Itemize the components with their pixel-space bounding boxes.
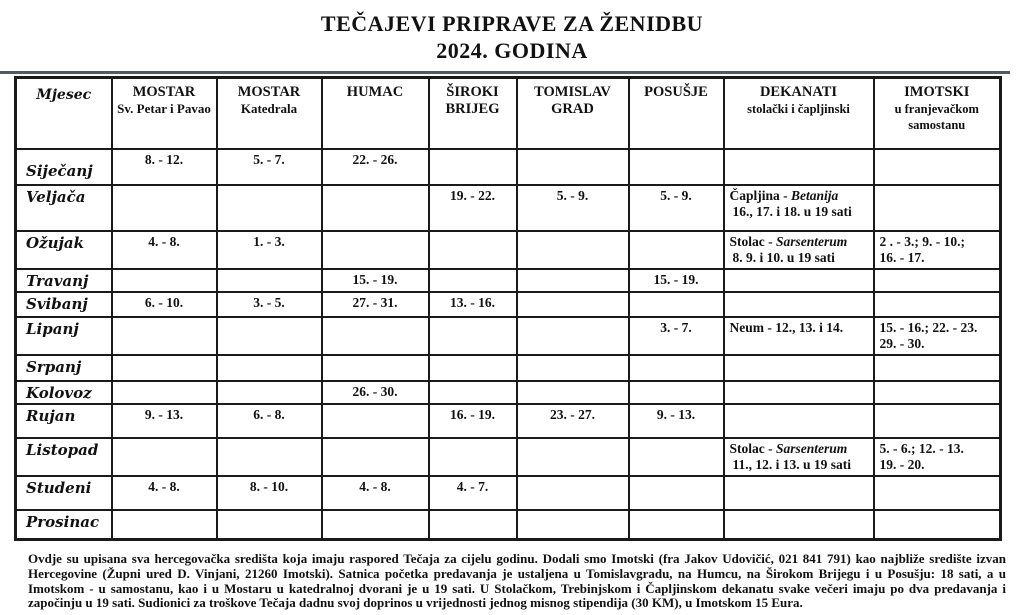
empty-cell <box>629 355 724 381</box>
empty-cell <box>874 355 1001 381</box>
note-place-name: Sarsenterum <box>776 233 848 249</box>
empty-cell <box>724 510 874 540</box>
column-title: MOSTAR <box>237 84 301 100</box>
table-row <box>16 381 1001 404</box>
empty-cell <box>429 355 517 381</box>
column-subtitle: Katedrala <box>240 101 298 116</box>
empty-cell <box>217 269 322 292</box>
empty-cell <box>429 438 517 476</box>
empty-cell <box>322 355 429 381</box>
schedule-date-cell: 22. - 26. <box>322 149 429 185</box>
schedule-date-cell: 19. - 22. <box>429 185 517 231</box>
empty-cell <box>724 381 874 404</box>
empty-cell <box>874 185 1001 231</box>
table-row <box>16 476 1001 510</box>
month-cell <box>16 404 112 438</box>
empty-cell <box>217 510 322 540</box>
empty-cell <box>217 355 322 381</box>
schedule-date-cell: 1. - 3. <box>217 231 322 269</box>
note-time: 11., 12. i 13. u 19 sati <box>732 457 852 472</box>
empty-cell <box>429 149 517 185</box>
column-header-mostar-sv-petar <box>112 78 217 149</box>
empty-cell <box>874 476 1001 510</box>
empty-cell <box>322 231 429 269</box>
table-row <box>16 292 1001 317</box>
schedule-date-cell: 8. - 12. <box>112 149 217 185</box>
empty-cell <box>429 317 517 355</box>
column-subtitle: Sv. Petar i Pavao <box>117 101 211 116</box>
schedule-note-cell <box>724 317 874 355</box>
empty-cell <box>322 438 429 476</box>
schedule-date-cell: 4. - 7. <box>429 476 517 510</box>
column-title: DEKANATI <box>759 84 838 100</box>
schedule-date-cell: 9. - 13. <box>629 404 724 438</box>
column-header-imotski <box>874 78 1001 149</box>
schedule-date-cell: 5. - 9. <box>517 185 629 231</box>
table-row <box>16 317 1001 355</box>
schedule-date-cell: 16. - 19. <box>429 404 517 438</box>
empty-cell <box>629 438 724 476</box>
month-label: Srpanj <box>26 357 82 376</box>
empty-cell <box>874 404 1001 438</box>
month-label: Rujan <box>26 406 76 425</box>
empty-cell <box>517 269 629 292</box>
empty-cell <box>724 269 874 292</box>
table-row <box>16 404 1001 438</box>
empty-cell <box>874 269 1001 292</box>
empty-cell <box>112 438 217 476</box>
note-line <box>730 188 869 205</box>
month-label: Kolovoz <box>26 383 92 402</box>
month-cell <box>16 510 112 540</box>
empty-cell <box>517 381 629 404</box>
table-row <box>16 510 1001 540</box>
empty-cell <box>724 292 874 317</box>
empty-cell <box>874 381 1001 404</box>
empty-cell <box>517 476 629 510</box>
note-time: 8. 9. i 10. u 19 sati <box>732 250 835 265</box>
note-time: 16., 17. i 18. u 19 sati <box>732 204 852 219</box>
empty-cell <box>112 510 217 540</box>
empty-cell <box>429 381 517 404</box>
table-row <box>16 355 1001 381</box>
schedule-date-cell: 8. - 10. <box>217 476 322 510</box>
schedule-date-cell: 27. - 31. <box>322 292 429 317</box>
empty-cell <box>517 231 629 269</box>
column-subtitle: stolački i čapljinski <box>747 102 850 116</box>
empty-cell <box>629 231 724 269</box>
column-subtitle: u franjevačkom samostanu <box>894 102 979 132</box>
schedule-date-cell: 13. - 16. <box>429 292 517 317</box>
month-cell <box>16 269 112 292</box>
empty-cell <box>112 355 217 381</box>
note-line: 19. - 20. <box>879 457 925 472</box>
column-header-tomislav-grad <box>517 78 629 149</box>
empty-cell <box>429 510 517 540</box>
column-header-dekanati <box>724 78 874 149</box>
title-line-1: TEČAJEVI PRIPRAVE ZA ŽENIDBU <box>320 11 704 36</box>
table-row <box>16 185 1001 231</box>
note-line: 16. - 17. <box>879 250 925 265</box>
schedule-date-cell: 5. - 7. <box>217 149 322 185</box>
month-label: Studeni <box>26 478 92 497</box>
note-line <box>730 234 869 251</box>
empty-cell <box>629 381 724 404</box>
empty-cell <box>629 292 724 317</box>
schedule-date-cell: 6. - 8. <box>217 404 322 438</box>
empty-cell <box>724 404 874 438</box>
empty-cell <box>429 231 517 269</box>
empty-cell <box>517 292 629 317</box>
empty-cell <box>429 269 517 292</box>
empty-cell <box>112 317 217 355</box>
empty-cell <box>322 317 429 355</box>
month-label: Siječanj <box>26 161 93 180</box>
empty-cell <box>724 476 874 510</box>
note-line: 5. - 6.; 12. - 13. <box>879 440 964 456</box>
schedule-note-cell <box>874 438 1001 476</box>
month-cell <box>16 292 112 317</box>
column-title: TOMISLAV GRAD <box>534 84 611 117</box>
empty-cell <box>217 185 322 231</box>
column-header-mjesec <box>16 78 112 149</box>
schedule-note-cell <box>724 438 874 476</box>
schedule-date-cell: 6. - 10. <box>112 292 217 317</box>
note-place-name: Betanija <box>791 187 839 203</box>
schedule-date-cell: 3. - 7. <box>629 317 724 355</box>
empty-cell <box>629 149 724 185</box>
schedule-date-cell: 26. - 30. <box>322 381 429 404</box>
schedule-date-cell: 9. - 13. <box>112 404 217 438</box>
month-label: Travanj <box>26 271 89 290</box>
column-header-humac <box>322 78 429 149</box>
empty-cell <box>517 317 629 355</box>
month-label: Listopad <box>26 440 99 459</box>
month-cell <box>16 476 112 510</box>
month-cell <box>16 438 112 476</box>
empty-cell <box>874 292 1001 317</box>
schedule-date-cell: 15. - 19. <box>322 269 429 292</box>
empty-cell <box>217 438 322 476</box>
month-label: Veljača <box>26 187 86 206</box>
schedule-date-cell: 4. - 8. <box>112 231 217 269</box>
schedule-date-cell: 3. - 5. <box>217 292 322 317</box>
schedule-date-cell: 4. - 8. <box>322 476 429 510</box>
empty-cell <box>322 185 429 231</box>
note-line: Neum - 12., 13. i 14. <box>729 319 844 335</box>
schedule-note-cell <box>724 185 874 231</box>
empty-cell <box>112 269 217 292</box>
month-cell <box>16 185 112 231</box>
header-row <box>16 78 1001 149</box>
column-title: Mjesec <box>36 87 92 103</box>
month-cell <box>16 355 112 381</box>
schedule-date-cell: 23. - 27. <box>517 404 629 438</box>
month-label: Ožujak <box>26 233 85 252</box>
note-line: 2 . - 3.; 9. - 10.; <box>879 233 965 249</box>
empty-cell <box>217 317 322 355</box>
column-title: ŠIROKI BRIJEG <box>445 84 500 117</box>
table-row <box>16 231 1001 269</box>
month-label: Prosinac <box>26 512 100 531</box>
empty-cell <box>874 149 1001 185</box>
schedule-date-cell: 5. - 9. <box>629 185 724 231</box>
column-title: HUMAC <box>346 84 404 100</box>
column-title: IMOTSKI <box>904 84 970 100</box>
month-cell <box>16 231 112 269</box>
title-line-2: 2024. GODINA <box>436 38 588 63</box>
month-cell <box>16 317 112 355</box>
month-cell <box>16 381 112 404</box>
column-header-posusje <box>629 78 724 149</box>
empty-cell <box>322 510 429 540</box>
top-horizontal-rule <box>0 71 1010 74</box>
footer-note: Ovdje su upisana sva hercegovačka središta koja imaju raspored Tečaja za cijelu godinu. Dodali smo Imotski (fra Jakov Udovičić, 021 841 791) kao najbliže središte izvan Hercegovine (Župni ured D. Vinjani, 21260 Imotski). Satnica početka predavanja je ustaljena u Tomislavgradu, na Humcu, na Širokom Brijegu i u Posušju: 18 sati, a u Imotskom - u samostanu, kao i u Mostaru u katedralnoj dvorani je u 19 sati. U Stolačkom, Trebinjskom i Čapljinskom dekanatu svake večeri imaju po dva predavanja i započinju u 19 sati. Sudionici za troškove Tečaja dadnu svoj doprinos u vrijednosti jednog misnog stipendija (30 KM), u Imotskom 15 Eura. <box>28 551 1006 611</box>
empty-cell <box>629 510 724 540</box>
schedule-date-cell: 15. - 19. <box>629 269 724 292</box>
empty-cell <box>724 355 874 381</box>
schedule-note-cell <box>724 231 874 269</box>
schedule-date-cell: 4. - 8. <box>112 476 217 510</box>
schedule-note-cell <box>874 231 1001 269</box>
note-line <box>730 441 869 458</box>
note-line: 29. - 30. <box>879 336 925 351</box>
empty-cell <box>517 510 629 540</box>
month-label: Lipanj <box>26 319 79 338</box>
column-header-mostar-katedrala <box>217 78 322 149</box>
column-title: POSUŠJE <box>644 84 708 100</box>
empty-cell <box>322 404 429 438</box>
table-row <box>16 438 1001 476</box>
column-title: MOSTAR <box>132 84 196 100</box>
note-place: Čapljina - <box>729 187 792 203</box>
course-schedule-table <box>14 76 1002 541</box>
note-place: Stolac - <box>729 233 776 249</box>
empty-cell <box>517 355 629 381</box>
table-row <box>16 269 1001 292</box>
empty-cell <box>517 438 629 476</box>
document-title <box>0 10 1024 64</box>
empty-cell <box>112 185 217 231</box>
note-line: 15. - 16.; 22. - 23. <box>879 319 978 335</box>
empty-cell <box>874 510 1001 540</box>
schedule-note-cell <box>874 317 1001 355</box>
column-header-siroki-brijeg <box>429 78 517 149</box>
month-cell <box>16 149 112 185</box>
month-label: Svibanj <box>26 294 88 313</box>
empty-cell <box>112 381 217 404</box>
note-place-name: Sarsenterum <box>776 440 848 456</box>
empty-cell <box>517 149 629 185</box>
table-row <box>16 149 1001 185</box>
empty-cell <box>217 381 322 404</box>
empty-cell <box>629 476 724 510</box>
note-place: Stolac - <box>729 440 776 456</box>
empty-cell <box>724 149 874 185</box>
